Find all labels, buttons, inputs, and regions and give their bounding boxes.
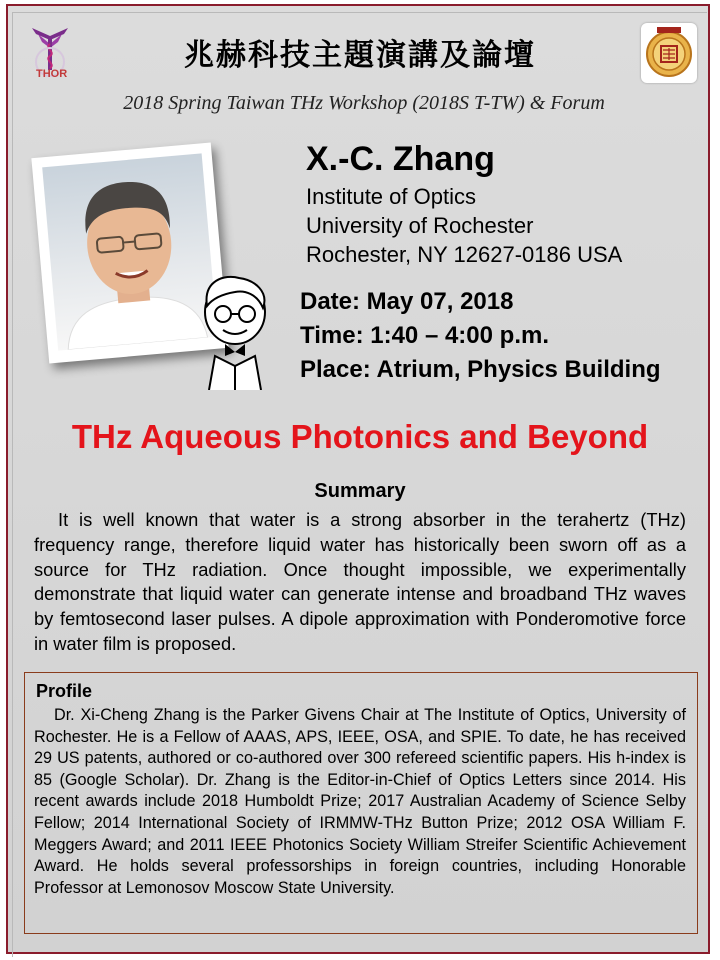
speaker-affiliation-institute: Institute of Optics xyxy=(306,184,476,209)
event-time: Time: 1:40 – 4:00 p.m. xyxy=(300,322,549,349)
thor-logo xyxy=(24,22,76,84)
summary-heading: Summary xyxy=(314,480,406,502)
speaker-affiliation-university: University of Rochester xyxy=(306,213,534,238)
speaker-name: X.-C. Zhang xyxy=(306,140,495,178)
university-seal-logo xyxy=(641,23,697,83)
speaker-address: Rochester, NY 12627-0186 USA xyxy=(306,242,623,267)
profile-heading: Profile xyxy=(36,681,93,701)
event-date: Date: May 07, 2018 xyxy=(300,288,514,315)
talk-title: THz Aqueous Photonics and Beyond xyxy=(71,418,649,455)
speaker-caricature-image xyxy=(195,272,275,390)
profile-text: Dr. Xi-Cheng Zhang is the Parker Givens Chair at The Institute of Optics, University of Rochester. He is a Fellow of AAAS, APS, IEEE, OSA, and SPIE. To date, he has received 29 US patents, authored or co-authored over 300 refereed scientific papers. His h-index is 85 (Google Scholar). Dr. Zhang is the Editor-in-Chief of Optics Letters since 2014. His recent awards include 2018 Humboldt Prize; 2017 Australian Academy of Science Selby Fellow; 2014 International Society of IRMMW-THz Button Prize; 2012 OSA William F. Meggers Award; and 2011 IEEE Photonics Society William Streifer Scientific Achievement Award. He holds several professorships in foreign countries, including Honorable Professor at Lemonosov Moscow State University. xyxy=(34,706,686,897)
thor-logo-label: THOR xyxy=(36,68,68,80)
event-place: Place: Atrium, Physics Building xyxy=(300,356,661,383)
workshop-subtitle: 2018 Spring Taiwan THz Workshop (2018S T-TW) & Forum xyxy=(123,92,605,114)
summary-text: It is well known that water is a strong absorber in the terahertz (THz) frequency range, therefore liquid water has historically been sworn off as a source for THz radiation. Once thought impossible, we experimentally demonstrate that liquid water can generate intense and broadband THz waves by femtosecond laser pulses. A dipole approximation with Ponderomotive force in water film is proposed. xyxy=(34,509,686,654)
poster-title-chinese: 兆赫科技主題演講及論壇 xyxy=(184,38,536,73)
